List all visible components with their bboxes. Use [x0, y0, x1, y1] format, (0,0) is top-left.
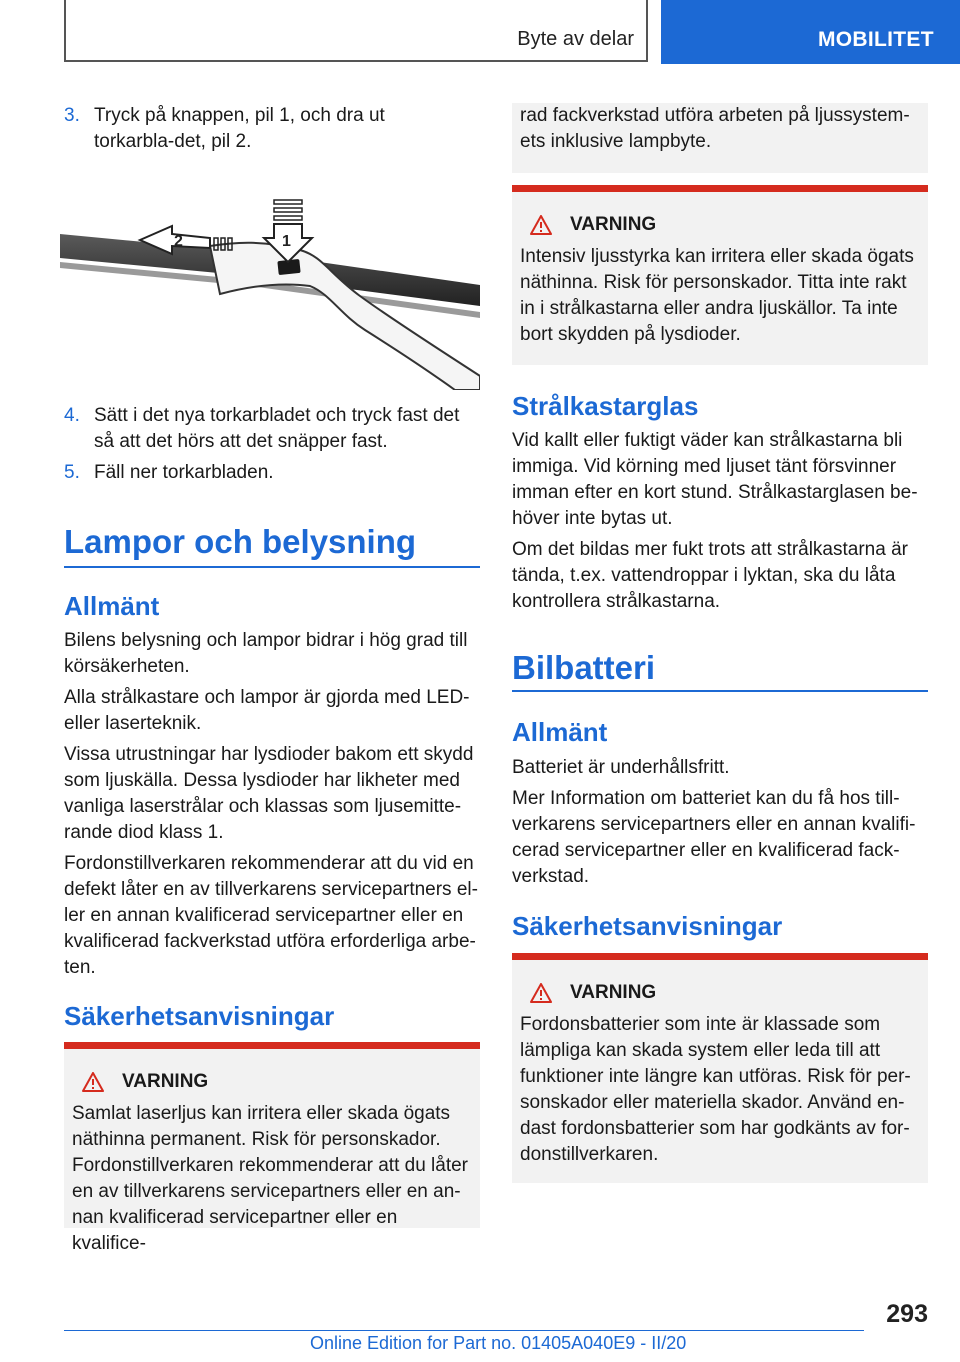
subheading-general: Allmänt: [64, 591, 160, 621]
wiper-blade-figure: [60, 190, 480, 390]
step-number: 3.: [64, 105, 80, 126]
footer-rule: [64, 1330, 864, 1331]
subheading-general: Allmänt: [512, 717, 608, 747]
warning-header: [72, 1071, 472, 1093]
page-number: 293: [886, 1300, 928, 1328]
paragraph: Vissa utrustningar har lysdioder bakom ett skydd som ljuskälla. Dessa lysdioder har likheter med vanliga laserstrålar och klassas som ljusemitte-rande diod klass 1.: [64, 744, 474, 843]
paragraph: Bilens belysning och lampor bidrar i hög grad till körsäkerheten.: [64, 630, 468, 677]
svg-text:1: 1: [282, 233, 291, 250]
warning-title: VARNING: [570, 214, 657, 235]
warning-triangle-icon: [82, 1072, 104, 1092]
online-edition-note: Online Edition for Part no. 01405A040E9 - II/20: [310, 1333, 687, 1353]
paragraph: Om det bildas mer fukt trots att strålkastarna är tända, t.ex. vattendroppar i lyktan, ska du låta kontrollera strålkastarna.: [512, 539, 908, 612]
warning-title: VARNING: [122, 1071, 209, 1092]
header-section-title: Byte av delar: [517, 28, 634, 50]
warning-box: [512, 185, 928, 365]
step-5: [64, 460, 480, 486]
svg-text:2: 2: [174, 233, 183, 250]
step-3: [64, 103, 480, 155]
heading-rule: [512, 690, 928, 692]
step-text: Fäll ner torkarbladen.: [94, 462, 274, 483]
paragraph: Batteriet är underhållsfritt.: [512, 757, 730, 778]
step-number: 5.: [64, 462, 80, 483]
warning-triangle-icon: [530, 983, 552, 1003]
warning-text: Fordonsbatterier som inte är klassade som lämpliga kan skada system eller leda till att funktioner inte längre kan utföras. Risk för per-sonskador eller materiella skador. Använd en-dast fordonsbatterier som har godkänts av for-donstillverkaren.: [520, 1014, 911, 1165]
paragraph: Vid kallt eller fuktigt väder kan strålkastarna bli immiga. Vid körning med ljuset tänt försvinner imman efter en kort stund. Strålkastarglasen be-höver inte bytas ut.: [512, 430, 918, 529]
warning-text: Intensiv ljusstyrka kan irritera eller skada ögats näthinna. Risk för personskador. Titta inte rakt in i strålkastarna eller andra ljuskällor. Ta inte bort skydden på lysdioder.: [520, 246, 914, 345]
warning-triangle-icon: [530, 215, 552, 235]
continued-text: rad fackverkstad utföra arbeten på ljussystem-ets inklusive lampbyte.: [520, 105, 910, 152]
step-4: [64, 403, 480, 455]
warning-header: [520, 982, 920, 1004]
subheading-headlight-glass: Strålkastarglas: [512, 391, 699, 421]
step-number: 4.: [64, 405, 80, 426]
section-heading-lighting: Lampor och belysning: [64, 523, 417, 560]
warning-header: [520, 214, 920, 236]
continued-box: [512, 103, 928, 173]
paragraph: Alla strålkastare och lampor är gjorda med LED- eller laserteknik.: [64, 687, 470, 734]
step-text: Sätt i det nya torkarbladet och tryck fast det så att det hörs att det snäpper fast.: [94, 405, 460, 452]
subheading-safety: Säkerhetsanvisningar: [512, 911, 783, 941]
header-tab-label: MOBILITET: [818, 28, 934, 51]
paragraph: Fordonstillverkaren rekommenderar att du vid en defekt låter en av tillverkarens servicepartners el-ler en annan kvalificerad servicepartner eller en kvalificerad fackverkstad utföra erforderliga arbe-ten.: [64, 853, 478, 978]
warning-box: [64, 1042, 480, 1254]
section-heading-battery: Bilbatteri: [512, 649, 656, 686]
warning-box: [512, 953, 928, 1183]
paragraph: Mer Information om batteriet kan du få hos till-verkarens servicepartners eller en annan kvalifi-cerad servicepartner eller en kvalificerad fack-verkstad.: [512, 788, 916, 887]
warning-title: VARNING: [570, 982, 657, 1003]
step-text: Tryck på knappen, pil 1, och dra ut torkarbla-det, pil 2.: [94, 105, 385, 152]
subheading-safety: Säkerhetsanvisningar: [64, 1001, 335, 1031]
heading-rule: [64, 566, 480, 568]
warning-text: Samlat laserljus kan irritera eller skada ögats näthinna permanent. Risk för personskador. Fordonstillverkaren rekommenderar att du låter en av tillverkarens servicepartners eller en an-nan kvalificerad servicepartner eller en kvalifice-: [72, 1103, 469, 1254]
